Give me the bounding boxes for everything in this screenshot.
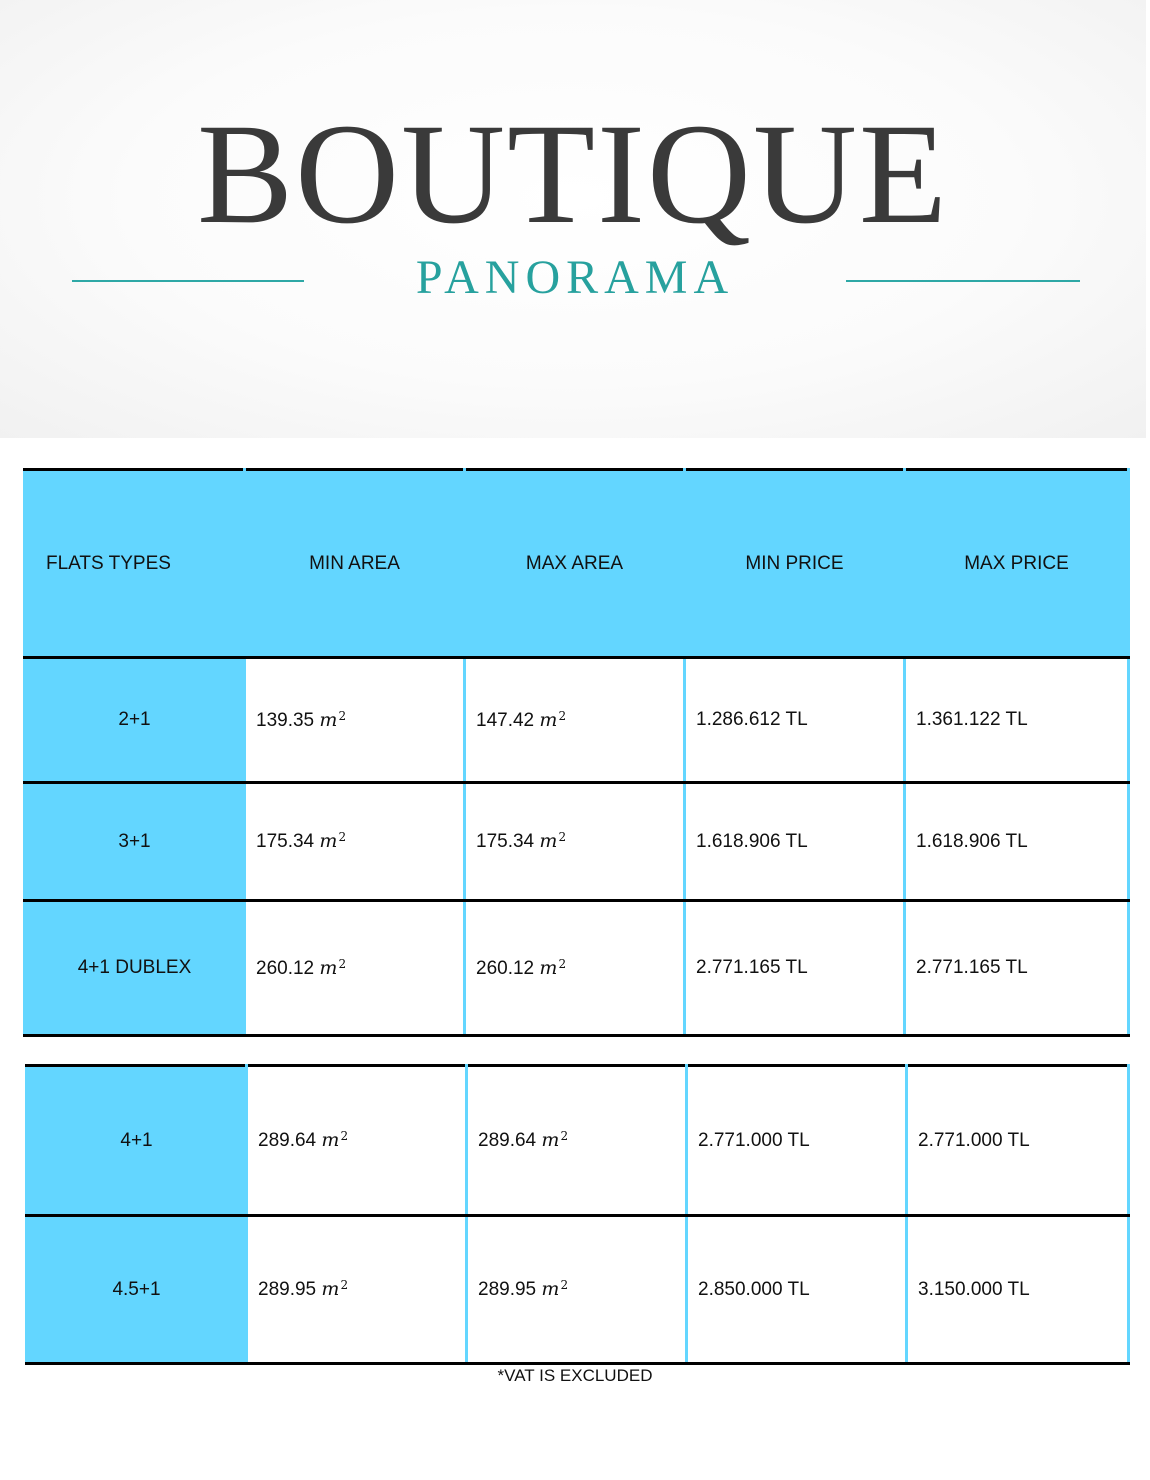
min-price-cell: 1.286.612 TL bbox=[685, 658, 905, 783]
table-row bbox=[25, 658, 1129, 783]
max-area-value: 289.64 bbox=[478, 1130, 537, 1151]
max-price-cell: 1.618.906 TL bbox=[905, 783, 1129, 901]
flat-type-cell: 4.5+1 bbox=[27, 1216, 247, 1364]
area-unit: $m^2$ bbox=[541, 1278, 569, 1300]
min-price-cell: 1.618.906 TL bbox=[685, 783, 905, 901]
tagline-divider-right bbox=[846, 280, 1080, 282]
max-price-cell: 1.361.122 TL bbox=[905, 658, 1129, 783]
table-row bbox=[25, 901, 1129, 1036]
table-row bbox=[27, 1216, 1129, 1364]
min-area-cell bbox=[245, 658, 465, 783]
min-price-cell: 2.771.000 TL bbox=[687, 1066, 907, 1216]
header-max-price: MAX PRICE bbox=[905, 470, 1129, 658]
logo-banner bbox=[0, 0, 1146, 438]
max-area-value: 175.34 bbox=[476, 831, 535, 852]
min-area-cell bbox=[245, 901, 465, 1036]
area-unit: $m^2$ bbox=[321, 1129, 349, 1151]
max-price-cell: 2.771.165 TL bbox=[905, 901, 1129, 1036]
max-area-value: 260.12 bbox=[476, 957, 535, 979]
min-area-value: 289.95 bbox=[258, 1279, 317, 1300]
min-area-cell bbox=[245, 783, 465, 901]
max-price-cell: 2.771.000 TL bbox=[907, 1066, 1129, 1216]
min-area-cell bbox=[247, 1216, 467, 1364]
header-min-area: MIN AREA bbox=[245, 470, 465, 658]
price-table-continued bbox=[25, 1064, 1130, 1365]
table-row bbox=[27, 1066, 1129, 1216]
area-unit: $m^2$ bbox=[321, 1278, 349, 1300]
tagline-divider-left bbox=[72, 280, 304, 282]
min-area-value: 260.12 bbox=[256, 957, 315, 979]
area-unit: $m^2$ bbox=[541, 1129, 569, 1151]
max-area-value: 147.42 bbox=[476, 709, 535, 731]
area-unit: $m^2$ bbox=[319, 956, 347, 979]
max-price-cell: 3.150.000 TL bbox=[907, 1216, 1129, 1364]
brand-name: BOUTIQUE bbox=[197, 95, 949, 254]
min-area-cell bbox=[247, 1066, 467, 1216]
min-area-value: 175.34 bbox=[256, 831, 315, 852]
header-max-area: MAX AREA bbox=[465, 470, 685, 658]
flat-type-cell: 4+1 DUBLEX bbox=[25, 901, 245, 1036]
min-area-value: 139.35 bbox=[256, 709, 315, 731]
area-unit: $m^2$ bbox=[319, 708, 347, 731]
flat-type-cell: 2+1 bbox=[25, 658, 245, 783]
max-area-cell bbox=[465, 658, 685, 783]
flat-type-cell: 3+1 bbox=[25, 783, 245, 901]
header-min-price: MIN PRICE bbox=[685, 470, 905, 658]
max-area-cell bbox=[467, 1216, 687, 1364]
flat-type-cell: 4+1 bbox=[27, 1066, 247, 1216]
max-area-value: 289.95 bbox=[478, 1279, 537, 1300]
area-unit: $m^2$ bbox=[539, 708, 567, 731]
table-header-row bbox=[25, 470, 1129, 658]
table-row bbox=[25, 783, 1129, 901]
area-unit: $m^2$ bbox=[539, 830, 567, 852]
min-area-value: 289.64 bbox=[258, 1130, 317, 1151]
area-unit: $m^2$ bbox=[539, 956, 567, 979]
vat-footnote: *VAT IS EXCLUDED bbox=[497, 1366, 653, 1385]
min-price-cell: 2.850.000 TL bbox=[687, 1216, 907, 1364]
header-flat-types: FLATS TYPES bbox=[25, 470, 245, 658]
max-area-cell bbox=[467, 1066, 687, 1216]
min-price-cell: 2.771.165 TL bbox=[685, 901, 905, 1036]
area-unit: $m^2$ bbox=[319, 830, 347, 852]
price-table bbox=[23, 468, 1130, 1037]
max-area-cell bbox=[465, 783, 685, 901]
brand-tagline: PANORAMA bbox=[415, 251, 735, 304]
brand-tagline-row bbox=[72, 248, 1080, 308]
max-area-cell bbox=[465, 901, 685, 1036]
